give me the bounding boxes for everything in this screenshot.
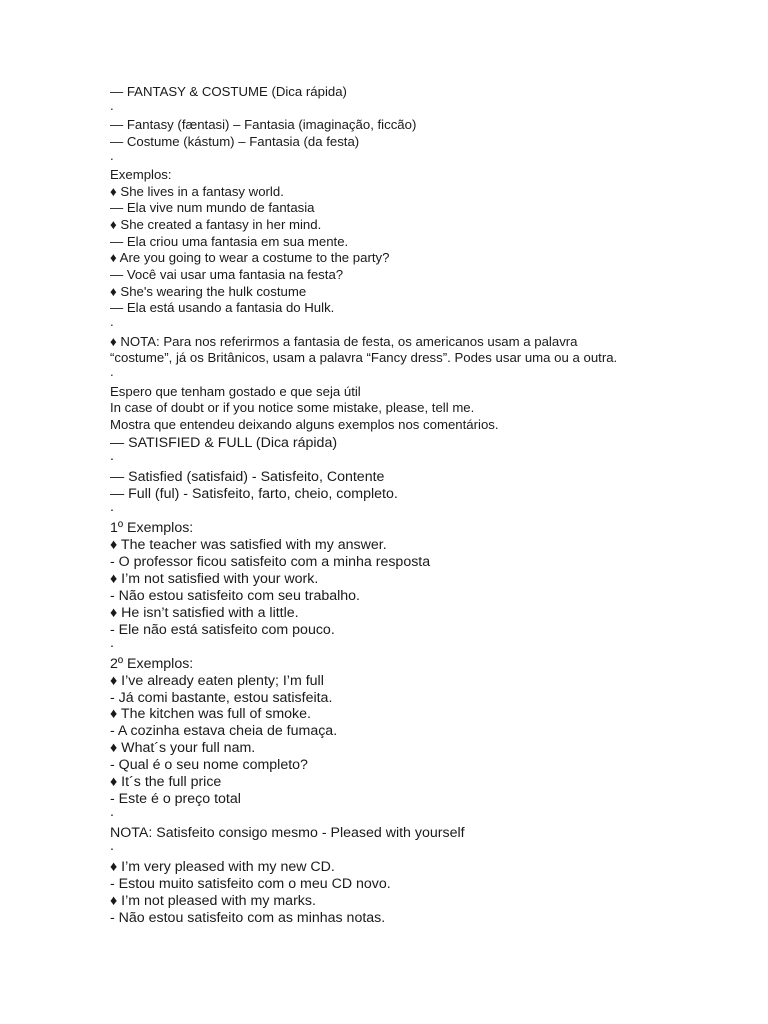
example-line: ♦ Are you going to wear a costume to the party? — [110, 250, 390, 266]
note-line: NOTA: Satisfeito consigo mesmo - Pleased with yourself — [110, 825, 465, 842]
translation-line: - Não estou satisfeito com as minhas notas. — [110, 909, 386, 926]
separator-dot: . — [110, 634, 114, 651]
examples-heading: Exemplos: — [110, 167, 172, 183]
translation-line: — Você vai usar uma fantasia na festa? — [110, 267, 344, 283]
translation-line: - O professor ficou satisfeito com a minha resposta — [110, 554, 431, 571]
example-line: ♦ The kitchen was full of smoke. — [110, 706, 311, 723]
example-line: ♦ What´s your full nam. — [110, 740, 256, 757]
translation-line: - Já comi bastante, estou satisfeita. — [110, 689, 333, 706]
section-title: — FANTASY & COSTUME (Dica rápida) — [110, 84, 347, 99]
example-line: ♦ She's wearing the hulk costume — [110, 283, 307, 299]
translation-line: - Estou muito satisfeito com o meu CD novo. — [110, 875, 391, 892]
note-line: ♦ NOTA: Para nos referirmos a fantasia de festa, os americanos usam a palavra — [110, 333, 578, 349]
definition-line: — Full (ful) - Satisfeito, farto, cheio, completo. — [110, 486, 398, 503]
example-line: ♦ I’m not satisfied with your work. — [110, 570, 319, 587]
separator-dot: . — [110, 499, 114, 516]
separator-dot: . — [110, 448, 114, 465]
translation-line: - Qual é o seu nome completo? — [110, 757, 308, 774]
note-line: “costume”, já os Britânicos, usam a palavra “Fancy dress”. Podes usar uma ou a outra. — [110, 350, 618, 366]
translation-line: - A cozinha estava cheia de fumaça. — [110, 723, 338, 740]
translation-line: — Ela criou uma fantasia em sua mente. — [110, 233, 349, 249]
section-fantasy-costume — [110, 84, 750, 433]
separator-dot: . — [110, 313, 114, 329]
translation-line: - Ele não está satisfeito com pouco. — [110, 621, 335, 638]
translation-line: — Ela vive num mundo de fantasia — [110, 200, 315, 216]
example-line: ♦ I’m not pleased with my marks. — [110, 892, 316, 909]
example-line: ♦ He isn’t satisfied with a little. — [110, 604, 299, 621]
closing-line: Espero que tenham gostado e que seja útil — [110, 383, 361, 399]
separator-dot: . — [110, 147, 114, 163]
example-line: ♦ She lives in a fantasy world. — [110, 183, 284, 199]
definition-line: — Costume (kástum) – Fantasia (da festa) — [110, 133, 360, 149]
example-line: ♦ The teacher was satisfied with my answer. — [110, 537, 387, 554]
examples-heading: 1º Exemplos: — [110, 520, 194, 537]
examples-heading: 2º Exemplos: — [110, 655, 194, 672]
example-line: ♦ She created a fantasy in her mind. — [110, 217, 322, 233]
example-line: ♦ I’m very pleased with my new CD. — [110, 858, 335, 875]
section-satisfied-full — [110, 435, 750, 926]
example-line: ♦ I’ve already eaten plenty; I’m full — [110, 672, 324, 689]
definition-line: — Satisfied (satisfaid) - Satisfeito, Contente — [110, 469, 385, 486]
definition-line: — Fantasy (fæntasi) – Fantasia (imaginação, ficcão) — [110, 117, 417, 133]
separator-dot: . — [110, 804, 114, 821]
example-line: ♦ It´s the full price — [110, 774, 222, 791]
separator-dot: . — [110, 97, 114, 113]
closing-line: In case of doubt or if you notice some mistake, please, tell me. — [110, 400, 475, 416]
separator-dot: . — [110, 363, 114, 379]
translation-line: - Não estou satisfeito com seu trabalho. — [110, 587, 360, 604]
translation-line: - Este é o preço total — [110, 791, 241, 808]
closing-line: Mostra que entendeu deixando alguns exemplos nos comentários. — [110, 416, 499, 432]
translation-line: — Ela está usando a fantasia do Hulk. — [110, 300, 335, 316]
separator-dot: . — [110, 837, 114, 854]
section-title: — SATISFIED & FULL (Dica rápida) — [110, 435, 338, 452]
document-page — [110, 84, 750, 927]
